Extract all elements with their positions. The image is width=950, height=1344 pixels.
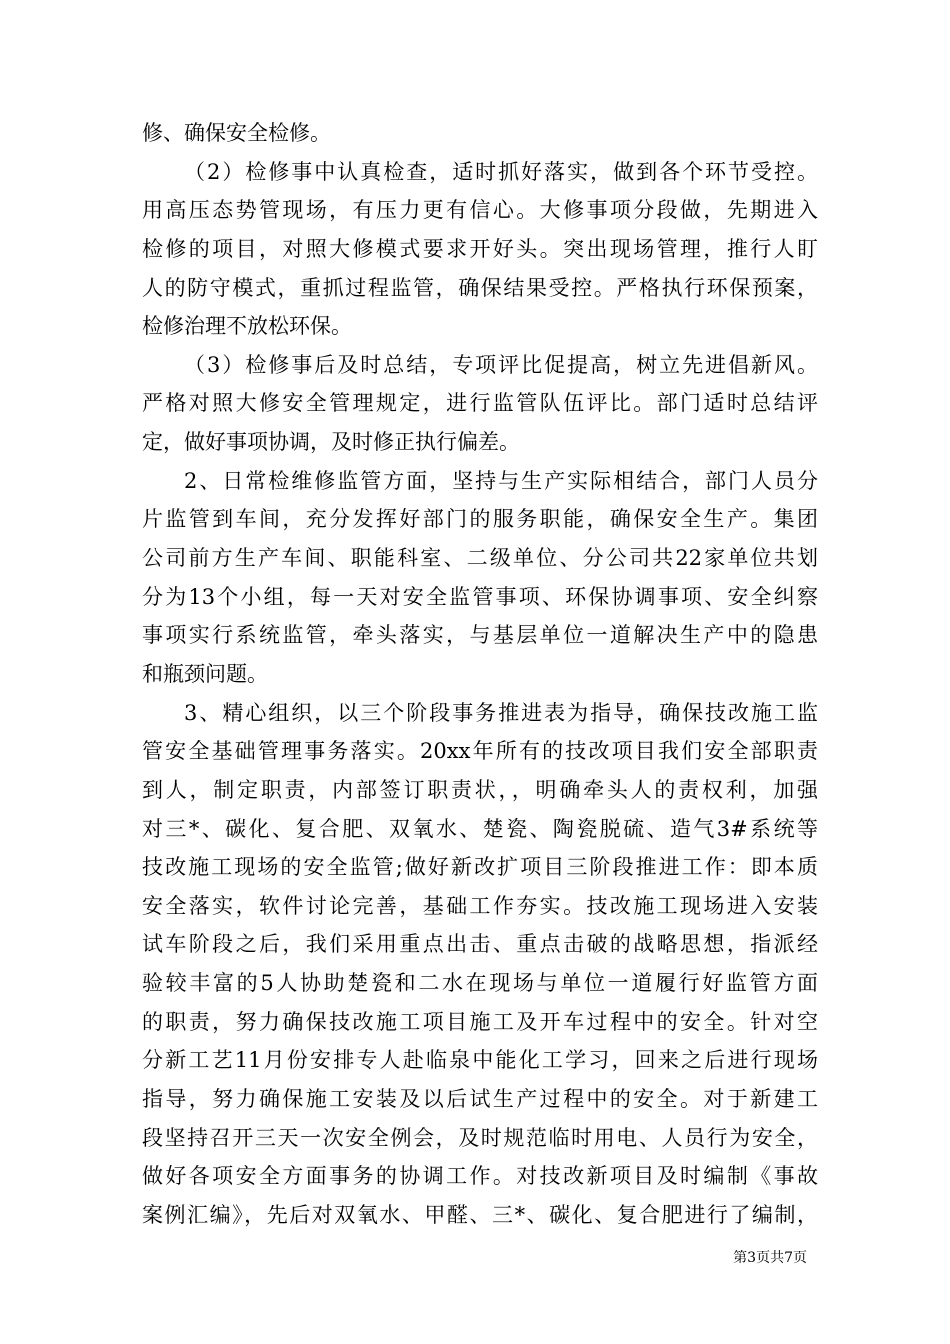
- text-line: 到人，制定职责，内部签订职责状，，明确牵头人的责权利，加强: [142, 777, 818, 802]
- text-line: 检修治理不放松环保。: [142, 314, 352, 339]
- text-line: 定，做好事项协调，及时修正执行偏差。: [142, 430, 520, 455]
- text-line: 2、日常检维修监管方面，坚持与生产实际相结合，部门人员分: [184, 468, 818, 493]
- text-line: 指导，努力确保施工安装及以后试生产过程中的安全。对于新建工: [142, 1087, 818, 1112]
- text-line: 公司前方生产车间、职能科室、二级单位、分公司共22家单位共划: [142, 546, 818, 571]
- text-line: （3）检修事后及时总结，专项评比促提高，树立先进倡新风。: [184, 352, 818, 377]
- text-line: 做好各项安全方面事务的协调工作。对技改新项目及时编制《事故: [142, 1164, 818, 1189]
- text-line: 检修的项目，对照大修模式要求开好头。突出现场管理，推行人盯: [142, 236, 818, 261]
- text-line: 分新工艺11月份安排专人赴临泉中能化工学习，回来之后进行现场: [142, 1048, 818, 1073]
- text-line: 案例汇编》，先后对双氧水、甲醛、三*、碳化、复合肥进行了编制，: [142, 1202, 818, 1227]
- text-line: 管安全基础管理事务落实。20xx年所有的技改项目我们安全部职责: [142, 739, 818, 764]
- text-line: 分为13个小组，每一天对安全监管事项、环保协调事项、安全纠察: [142, 584, 818, 609]
- text-line: 事项实行系统监管，牵头落实，与基层单位一道解决生产中的隐患: [142, 623, 818, 648]
- text-line: 对三*、碳化、复合肥、双氧水、楚瓷、陶瓷脱硫、造气3#系统等: [142, 816, 818, 841]
- text-line: 3、精心组织，以三个阶段事务推进表为指导，确保技改施工监: [184, 700, 818, 725]
- text-line: 安全落实，软件讨论完善，基础工作夯实。技改施工现场进入安装: [142, 893, 818, 918]
- text-line: （2）检修事中认真检查，适时抓好落实，做到各个环节受控。: [184, 159, 818, 184]
- text-line: 用高压态势管现场，有压力更有信心。大修事项分段做，先期进入: [142, 198, 818, 223]
- page-number: 第3页共7页: [733, 1250, 807, 1266]
- text-line: 和瓶颈问题。: [142, 661, 268, 686]
- text-line: 试车阶段之后，我们采用重点出击、重点击破的战略思想，指派经: [142, 932, 818, 957]
- text-line: 片监管到车间，充分发挥好部门的服务职能，确保安全生产。集团: [142, 507, 818, 532]
- text-line: 技改施工现场的安全监管;做好新改扩项目三阶段推进工作：即本质: [142, 855, 818, 880]
- text-line: 修、确保安全检修。: [142, 121, 331, 145]
- text-line: 的职责，努力确保技改施工项目施工及开车过程中的安全。针对空: [142, 1009, 818, 1034]
- text-line: 人的防守模式，重抓过程监管，确保结果受控。严格执行环保预案，: [142, 275, 818, 300]
- text-line: 严格对照大修安全管理规定，进行监管队伍评比。部门适时总结评: [142, 391, 818, 416]
- text-line: 验较丰富的5人协助楚瓷和二水在现场与单位一道履行好监管方面: [142, 971, 818, 996]
- text-line: 段坚持召开三天一次安全例会，及时规范临时用电、人员行为安全，: [142, 1125, 818, 1150]
- body-text: [142, 114, 818, 1235]
